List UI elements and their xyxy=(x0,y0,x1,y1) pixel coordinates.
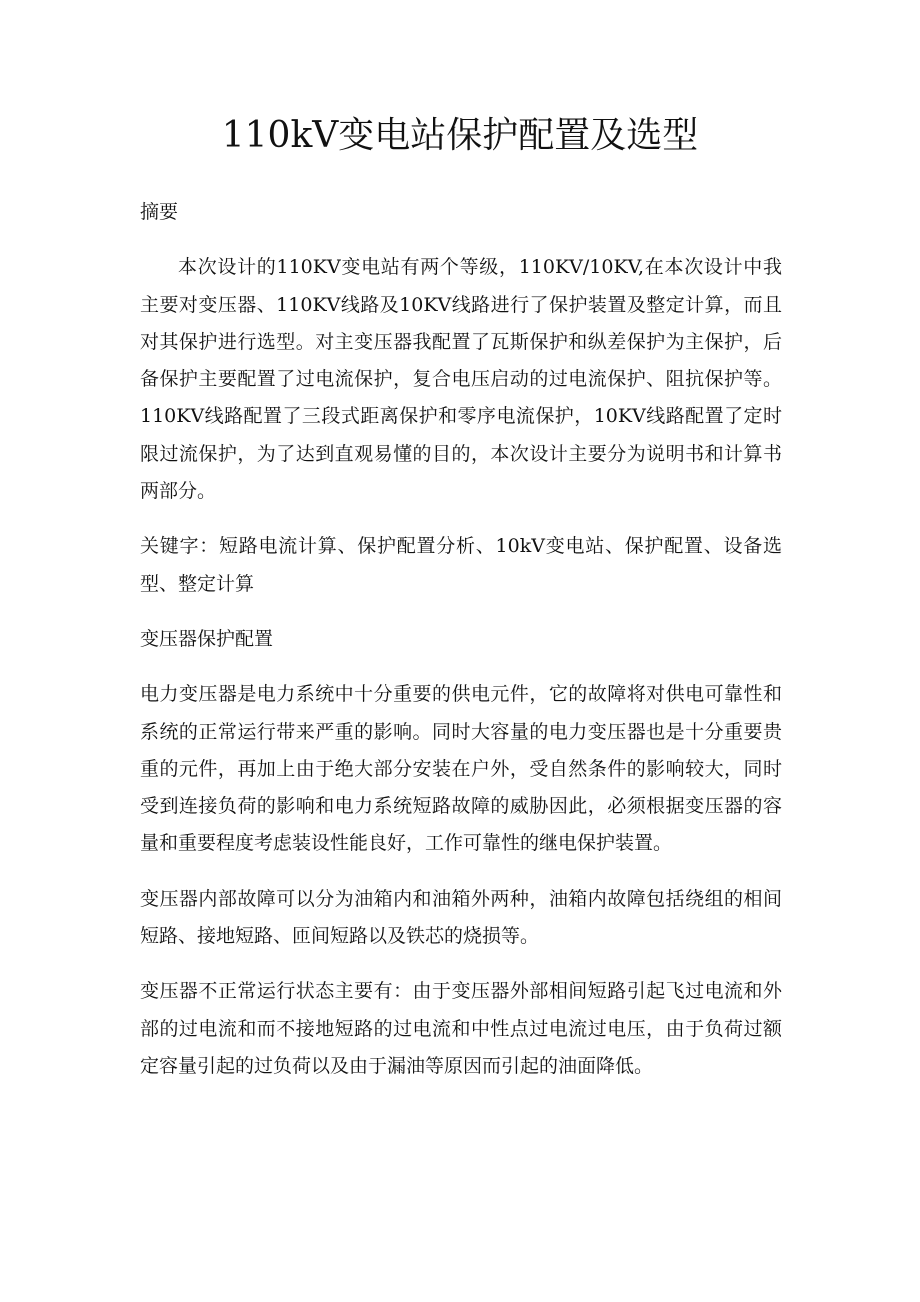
abstract-paragraph: 本次设计的110KV变电站有两个等级，110KV/10KV,在本次设计中我主要对变压器、110KV线路及10KV线路进行了保护装置及整定计算，而且对其保护进行选型。对主变压器我配置了瓦斯保护和纵差保护为主保护，后备保护主要配置了过电流保护，复合电压启动的过电流保护、阻抗保护等。110KV线路配置了三段式距离保护和零序电流保护，10KV线路配置了定时限过流保护，为了达到直观易懂的目的，本次设计主要分为说明书和计算书两部分。 xyxy=(140,256,782,503)
document-body xyxy=(140,194,782,1085)
body-paragraph: 变压器内部故障可以分为油箱内和油箱外两种，油箱内故障包括绕组的相间短路、接地短路、匝间短路以及铁芯的烧损等。 xyxy=(140,887,782,948)
section-heading: 变压器保护配置 xyxy=(140,627,274,650)
abstract-heading: 摘要 xyxy=(140,201,179,223)
keywords-paragraph: 关键字：短路电流计算、保护配置分析、10kV变电站、保护配置、设备选型、整定计算 xyxy=(140,535,782,595)
body-paragraph: 电力变压器是电力系统中十分重要的供电元件，它的故障将对供电可靠性和系统的正常运行带来严重的影响。同时大容量的电力变压器也是十分重要贵重的元件，再加上由于绝大部分安装在户外，受自然条件的影响较大，同时受到连接负荷的影响和电力系统短路故障的威胁因此，必须根据变压器的容量和重要程度考虑装设性能良好，工作可靠性的继电保护装置。 xyxy=(140,683,782,855)
body-paragraph: 变压器不正常运行状态主要有：由于变压器外部相间短路引起飞过电流和外部的过电流和而不接地短路的过电流和中性点过电流过电压，由于负荷过额定容量引起的过负荷以及由于漏油等原因而引起的油面降低。 xyxy=(140,980,782,1077)
document-title: 110kV变电站保护配置及选型 xyxy=(221,115,699,156)
